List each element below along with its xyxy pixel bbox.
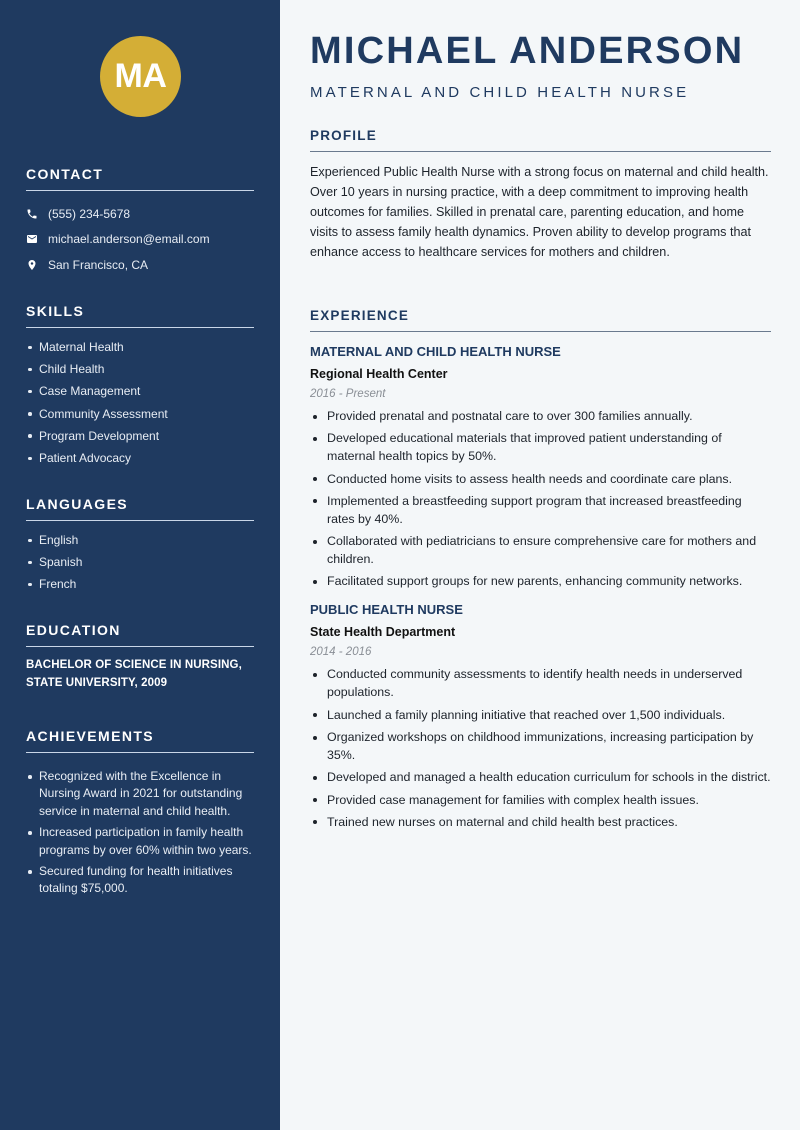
skills-section — [26, 303, 254, 469]
job-entry — [310, 602, 771, 830]
avatar-initials: MA — [100, 36, 181, 117]
job-bullet: Provided case management for families with complex health issues. — [310, 791, 771, 809]
experience-heading: EXPERIENCE — [310, 308, 771, 332]
job-entry — [310, 344, 771, 590]
job-bullets — [310, 407, 771, 590]
job-bullet: Facilitated support groups for new parents, enhancing community networks. — [310, 572, 771, 590]
job-bullet: Implemented a breastfeeding support program that increased breastfeeding rates by 40%. — [310, 492, 771, 528]
skill-item: Case Management — [26, 380, 254, 402]
job-company: State Health Department — [310, 625, 456, 640]
job-bullet: Developed and managed a health education curriculum for schools in the district. — [310, 768, 771, 786]
languages-section — [26, 496, 254, 596]
experience-section — [310, 308, 771, 835]
contact-location-text: San Francisco, CA — [48, 257, 149, 272]
contact-phone — [26, 201, 254, 227]
contact-heading: CONTACT — [26, 166, 254, 191]
job-bullet: Trained new nurses on maternal and child health best practices. — [310, 813, 771, 831]
education-line-1: BACHELOR OF SCIENCE IN NURSING, — [26, 659, 242, 671]
languages-heading: LANGUAGES — [26, 496, 254, 521]
education-degree — [26, 657, 254, 692]
language-item: English — [26, 529, 254, 551]
achievements-section — [26, 728, 254, 902]
candidate-title: MATERNAL AND CHILD HEALTH NURSE — [310, 84, 690, 101]
job-bullet: Provided prenatal and postnatal care to over 300 families annually. — [310, 407, 771, 425]
job-dates: 2016 - Present — [310, 388, 386, 400]
job-title: MATERNAL AND CHILD HEALTH NURSE — [310, 344, 561, 359]
profile-summary: Experienced Public Health Nurse with a strong focus on maternal and child health. Over 10 years in nursing practice, with a deep commitment to improving health outcomes for families. Skilled in prenatal care, parenting education, and home visits to assess family health dynamics. Proven ability to develop programs that enhance access to healthcare services for mothers and children. — [310, 165, 769, 259]
achievement-item: Recognized with the Excellence in Nursing Award in 2021 for outstanding service in maternal and child health. — [26, 768, 254, 820]
language-item: Spanish — [26, 551, 254, 573]
candidate-name: MICHAEL ANDERSON — [310, 30, 745, 72]
education-heading: EDUCATION — [26, 622, 254, 647]
skill-item: Maternal Health — [26, 336, 254, 358]
job-bullet: Developed educational materials that improved patient understanding of maternal health topics by 50%. — [310, 429, 771, 465]
achievement-item: Secured funding for health initiatives totaling $75,000. — [26, 863, 254, 898]
profile-section — [310, 128, 771, 262]
profile-heading: PROFILE — [310, 128, 771, 152]
phone-icon — [26, 208, 48, 220]
contact-list — [26, 201, 254, 278]
job-bullet: Organized workshops on childhood immunizations, increasing participation by 35%. — [310, 728, 771, 764]
job-bullet: Collaborated with pediatricians to ensure comprehensive care for mothers and children. — [310, 532, 771, 568]
achievements-list — [26, 768, 254, 898]
contact-phone-text: (555) 234-5678 — [48, 206, 131, 221]
sidebar — [0, 0, 280, 1130]
skill-item: Program Development — [26, 425, 254, 447]
language-item: French — [26, 573, 254, 595]
contact-section — [26, 166, 254, 278]
email-icon — [26, 233, 48, 245]
contact-email-text[interactable]: michael.anderson@email.com — [48, 232, 210, 247]
skill-item: Child Health — [26, 358, 254, 380]
job-bullet: Conducted home visits to assess health needs and coordinate care plans. — [310, 470, 771, 488]
contact-email — [26, 227, 254, 253]
languages-list — [26, 529, 254, 596]
job-bullet: Launched a family planning initiative that reached over 1,500 individuals. — [310, 706, 771, 724]
achievements-heading: ACHIEVEMENTS — [26, 728, 254, 753]
job-dates: 2014 - 2016 — [310, 646, 372, 659]
education-line-2: STATE UNIVERSITY, 2009 — [26, 676, 168, 689]
contact-location — [26, 252, 254, 278]
education-section — [26, 622, 254, 692]
skill-item: Community Assessment — [26, 403, 254, 425]
skills-heading: SKILLS — [26, 303, 254, 328]
location-pin-icon — [26, 259, 48, 271]
job-company: Regional Health Center — [310, 367, 448, 381]
job-bullets — [310, 665, 771, 830]
job-bullet: Conducted community assessments to identify health needs in underserved populations. — [310, 665, 771, 701]
skill-item: Patient Advocacy — [26, 447, 254, 469]
skills-list — [26, 336, 254, 469]
job-title: PUBLIC HEALTH NURSE — [310, 602, 463, 618]
achievement-item: Increased participation in family health programs by over 60% within two years. — [26, 824, 254, 859]
